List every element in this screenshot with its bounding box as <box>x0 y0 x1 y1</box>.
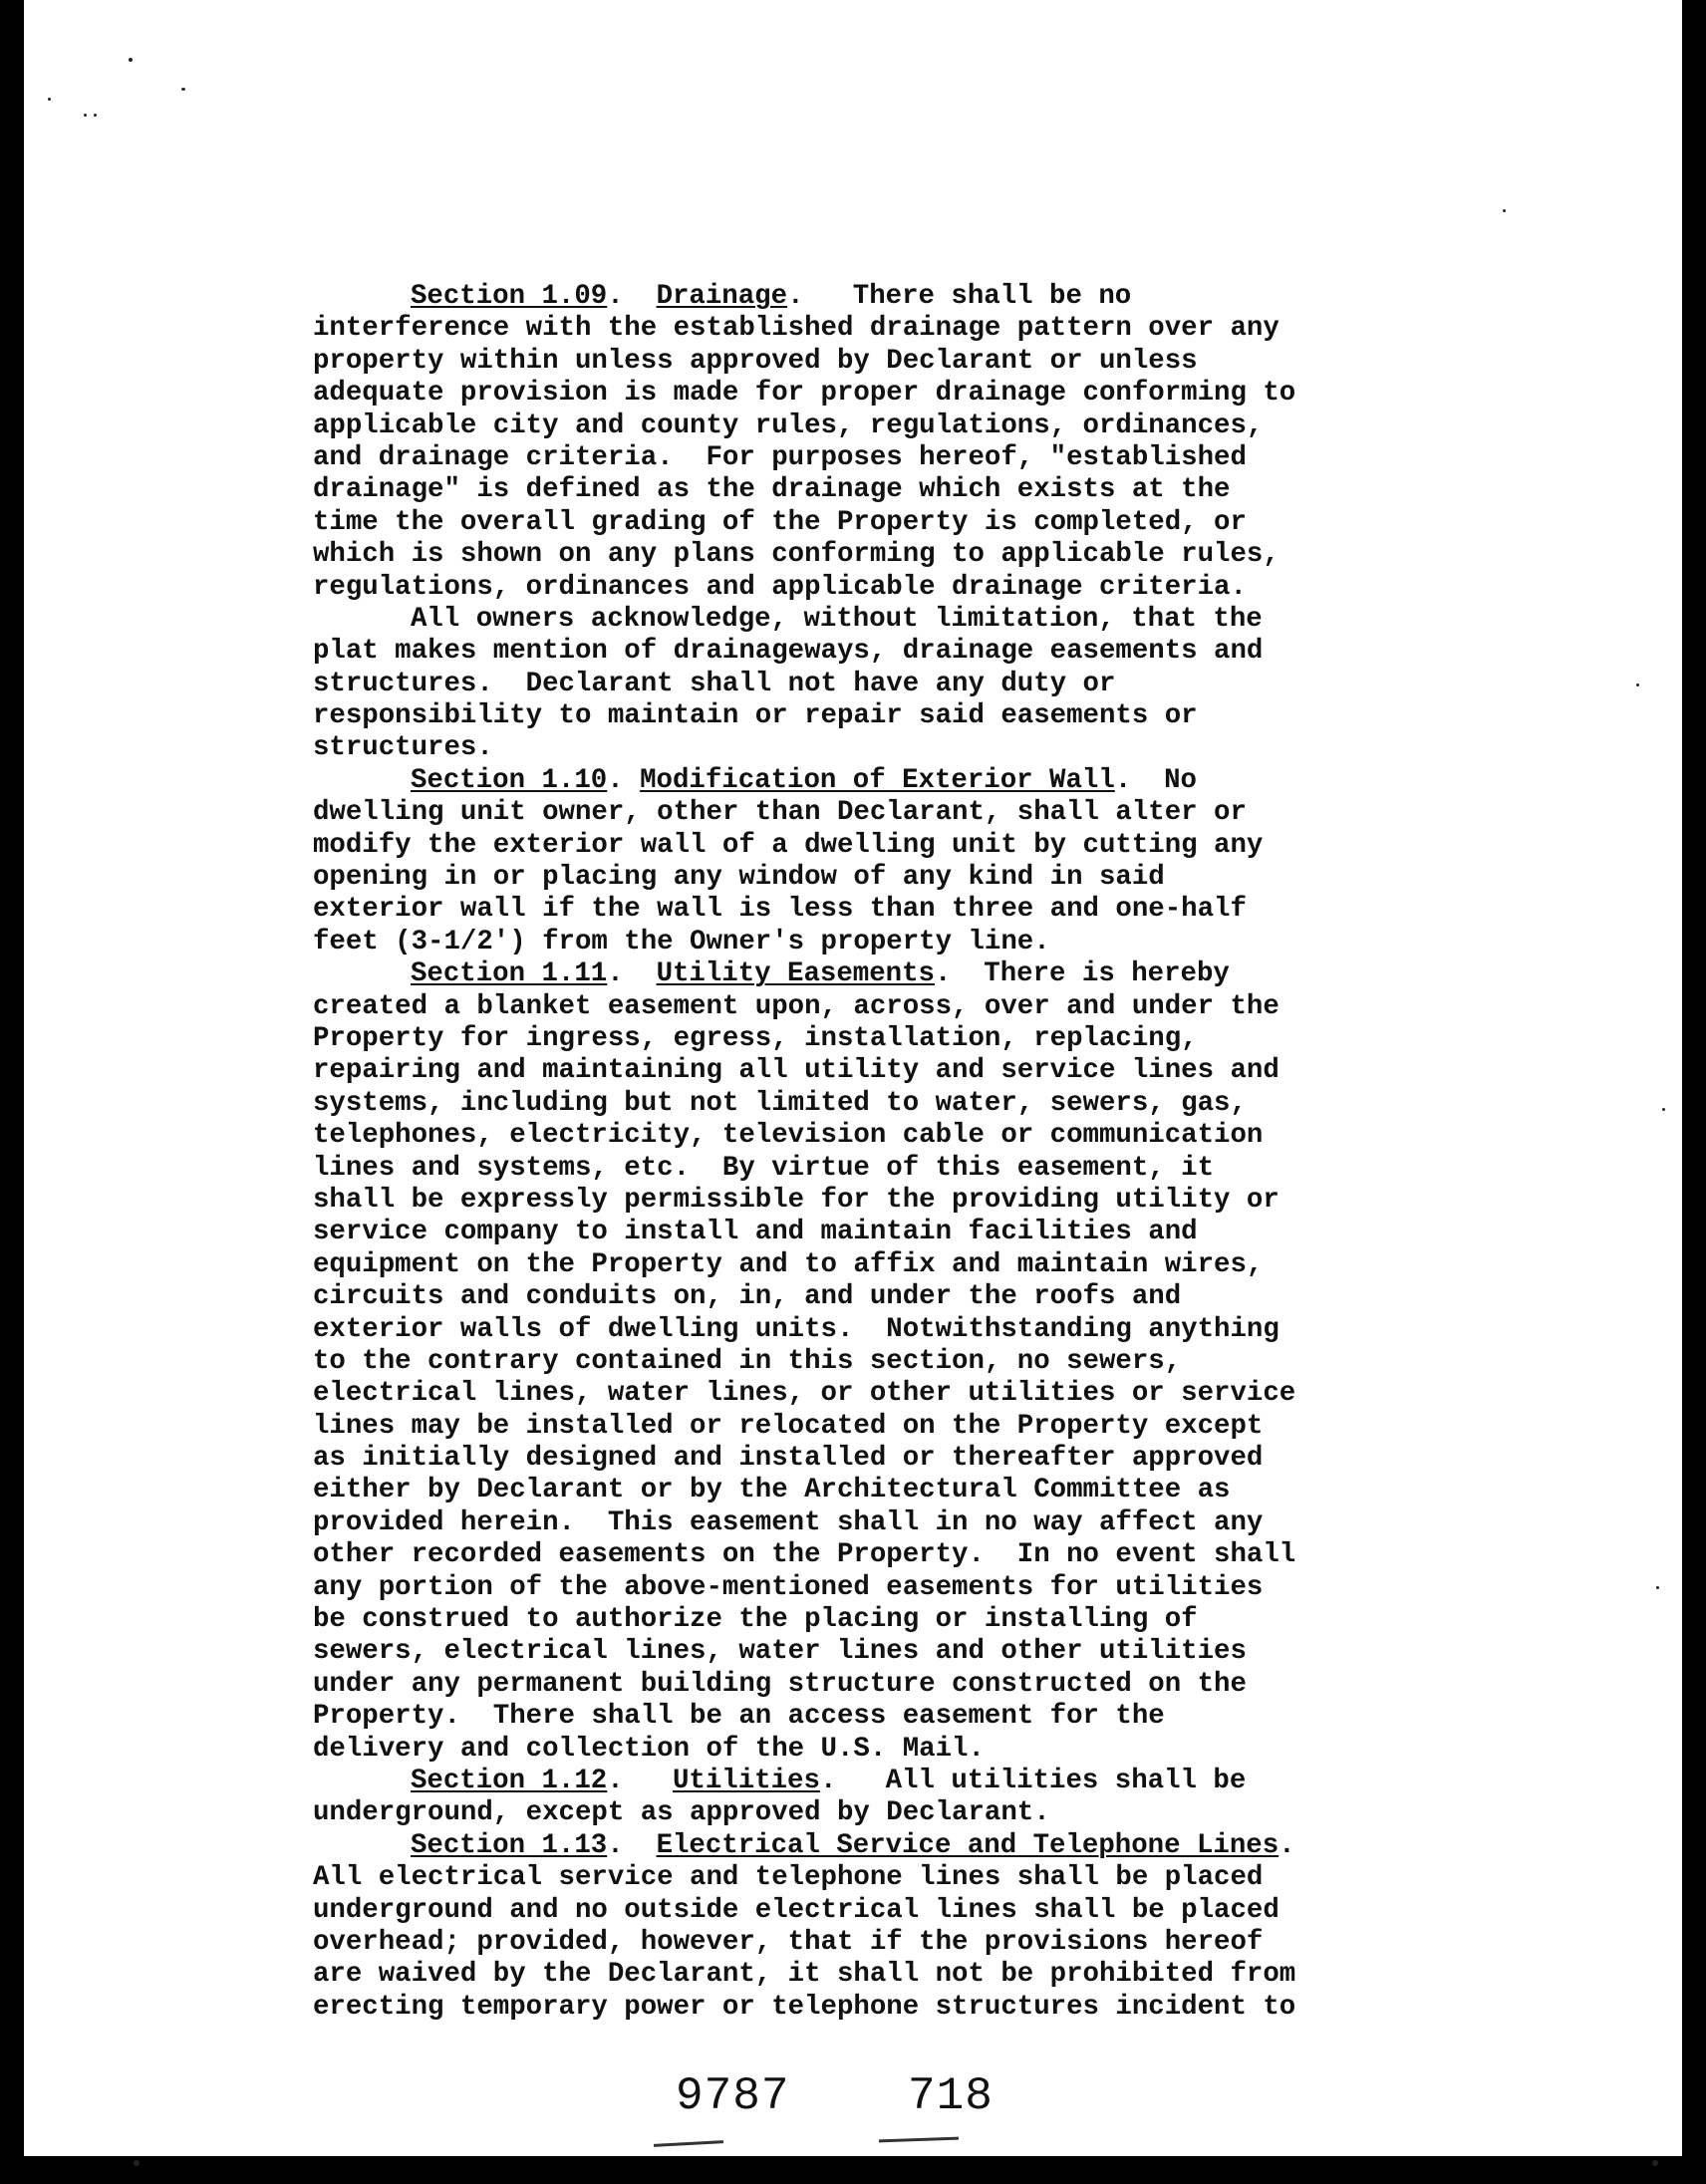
scan-speck <box>1636 683 1639 686</box>
text-run: delivery and collection of the U.S. Mail. <box>313 1733 985 1765</box>
text-run: property within unless approved by Declarant or unless <box>313 345 1198 377</box>
text-line <box>313 1088 1549 1120</box>
text-line <box>313 572 1549 604</box>
scan-speck <box>181 88 185 91</box>
text-line <box>313 636 1549 668</box>
text-line <box>313 474 1549 506</box>
text-run: created a blanket easement upon, across, over and under the <box>313 990 1280 1022</box>
text-line <box>313 1701 1549 1733</box>
text-line <box>313 1055 1549 1087</box>
scan-speck <box>1503 209 1506 212</box>
text-run: service company to install and maintain facilities and <box>313 1217 1198 1248</box>
text-run: . <box>607 281 657 312</box>
text-line <box>313 1572 1549 1604</box>
underlined-heading: Drainage <box>656 281 788 312</box>
text-line <box>313 927 1549 958</box>
pen-mark <box>654 2140 723 2147</box>
text-line <box>313 1636 1549 1668</box>
scan-speck <box>84 114 87 117</box>
text-line <box>313 700 1549 732</box>
text-run: repairing and maintaining all utility and service lines and <box>313 1055 1280 1087</box>
underlined-heading: Utilities <box>673 1765 820 1796</box>
text-line <box>313 1023 1549 1055</box>
text-line <box>313 1411 1549 1443</box>
text-line <box>313 1378 1549 1410</box>
text-run: Property for ingress, egress, installation, replacing, <box>313 1022 1198 1054</box>
text-run: feet (3-1/2') from the Owner's property line. <box>313 926 1050 957</box>
scan-speck <box>48 98 51 101</box>
text-run: circuits and conduits on, in, and under the roofs and <box>313 1281 1182 1313</box>
text-run: provided herein. This easement shall in no way affect any <box>313 1506 1264 1538</box>
text-run: . There is hereby <box>935 958 1230 990</box>
scan-speck <box>94 114 97 117</box>
text-line <box>313 507 1549 539</box>
text-line <box>313 1153 1549 1185</box>
text-line <box>313 797 1549 829</box>
text-line <box>313 1217 1549 1248</box>
text-run: equipment on the Property and to affix and maintain wires, <box>313 1248 1264 1280</box>
text-run: either by Declarant or by the Architectural Committee as <box>313 1475 1231 1506</box>
text-line <box>313 1895 1549 1927</box>
text-run: electrical lines, water lines, or other utilities or service <box>313 1378 1296 1410</box>
text-run: any portion of the above-mentioned easements for utilities <box>313 1571 1264 1603</box>
text-run: are waived by the Declarant, it shall not be prohibited from <box>313 1959 1296 1991</box>
text-run: telephones, electricity, television cable or communication <box>313 1120 1264 1152</box>
text-run: . <box>607 1829 657 1861</box>
text-run: adequate provision is made for proper drainage conforming to <box>313 378 1296 410</box>
text-run: time the overall grading of the Property is completed, or <box>313 506 1247 538</box>
text-run: interference with the established drainage pattern over any <box>313 313 1280 345</box>
text-line <box>313 346 1549 378</box>
text-line <box>313 1992 1549 2024</box>
text-run: under any permanent building structure constructed on the <box>313 1668 1247 1700</box>
text-line <box>313 1281 1549 1313</box>
underlined-heading: Section 1.11 <box>411 958 608 990</box>
underlined-heading: Electrical Service and Telephone Lines <box>656 1829 1280 1861</box>
underlined-heading: Utility Easements <box>656 958 935 990</box>
text-run: sewers, electrical lines, water lines and other utilities <box>313 1636 1247 1668</box>
text-line <box>313 1507 1549 1539</box>
text-line <box>313 1120 1549 1152</box>
text-line <box>313 1734 1549 1766</box>
text-run: All owners acknowledge, without limitation, that the <box>411 603 1263 635</box>
underlined-heading: Modification of Exterior Wall <box>640 764 1115 796</box>
page-number-left: 9787 <box>676 2070 790 2122</box>
underlined-heading: Section 1.10 <box>411 764 608 796</box>
scan-speck <box>1662 1108 1665 1111</box>
text-run: plat makes mention of drainageways, drainage easements and <box>313 636 1264 668</box>
text-line <box>313 1669 1549 1701</box>
text-line <box>313 1830 1549 1862</box>
text-run: to the contrary contained in this section, no sewers, <box>313 1345 1182 1377</box>
text-run: and drainage criteria. For purposes hereof, "established <box>313 441 1247 473</box>
scan-speck <box>1652 2160 1658 2166</box>
text-line <box>313 1604 1549 1636</box>
text-line <box>313 539 1549 571</box>
text-run: systems, including but not limited to water, sewers, gas, <box>313 1087 1247 1119</box>
text-line <box>313 830 1549 862</box>
text-run: . There shall be no <box>787 281 1132 312</box>
scan-speck <box>1656 1586 1659 1589</box>
text-run: exterior walls of dwelling units. Notwithstanding anything <box>313 1313 1280 1345</box>
text-run: drainage" is defined as the drainage which exists at the <box>313 474 1231 506</box>
text-run: . <box>607 764 641 796</box>
text-line <box>313 1797 1549 1829</box>
page-number-right: 718 <box>908 2070 994 2122</box>
scan-speck <box>134 2160 140 2166</box>
text-run: lines may be installed or relocated on the Property except <box>313 1410 1264 1442</box>
text-run: opening in or placing any window of any kind in said <box>313 862 1165 894</box>
underlined-heading: Section 1.12 <box>411 1765 608 1796</box>
text-line <box>313 378 1549 410</box>
text-run: erecting temporary power or telephone structures incident to <box>313 1991 1296 2023</box>
text-line <box>313 1862 1549 1894</box>
text-run: . No <box>1114 764 1197 796</box>
text-run: structures. Declarant shall not have any duty or <box>313 668 1116 699</box>
text-run: responsibility to maintain or repair said easements or <box>313 700 1198 732</box>
text-run: . <box>607 958 657 990</box>
text-line <box>313 1346 1549 1378</box>
text-run: which is shown on any plans conforming to applicable rules, <box>313 539 1280 571</box>
text-line <box>313 1314 1549 1346</box>
document-body <box>313 281 1549 2024</box>
text-run: dwelling unit owner, other than Declarant, shall alter or <box>313 797 1247 829</box>
text-line <box>313 1959 1549 1991</box>
text-run: overhead; provided, however, that if the provisions hereof <box>313 1926 1264 1958</box>
text-line <box>313 1475 1549 1506</box>
text-line <box>313 281 1549 313</box>
text-line <box>313 410 1549 442</box>
text-line <box>313 991 1549 1023</box>
scan-speck <box>129 58 133 62</box>
text-run: exterior wall if the wall is less than three and one-half <box>313 894 1247 926</box>
text-run: modify the exterior wall of a dwelling unit by cutting any <box>313 829 1264 861</box>
text-line <box>313 1539 1549 1571</box>
text-line <box>313 604 1549 636</box>
text-run: lines and systems, etc. By virtue of this easement, it <box>313 1152 1215 1184</box>
text-run: underground, except as approved by Declarant. <box>313 1797 1050 1829</box>
text-run: shall be expressly permissible for the providing utility or <box>313 1184 1280 1216</box>
text-line <box>313 1249 1549 1281</box>
text-line <box>313 1185 1549 1217</box>
document-page <box>24 0 1682 2156</box>
text-line <box>313 442 1549 474</box>
text-line <box>313 765 1549 797</box>
text-run: . All utilities shall be <box>819 1765 1247 1796</box>
text-run: Property. There shall be an access easement for the <box>313 1701 1165 1733</box>
text-run: be construed to authorize the placing or installing of <box>313 1604 1198 1636</box>
text-line <box>313 894 1549 926</box>
text-run: regulations, ordinances and applicable drainage criteria. <box>313 571 1247 603</box>
text-run: other recorded easements on the Property. In no event shall <box>313 1539 1296 1571</box>
text-run: . <box>607 1765 673 1796</box>
text-line <box>313 958 1549 990</box>
text-line <box>313 1927 1549 1959</box>
text-line <box>313 669 1549 700</box>
text-run: applicable city and county rules, regulations, ordinances, <box>313 410 1264 441</box>
text-run: underground and no outside electrical lines shall be placed <box>313 1894 1280 1926</box>
pen-mark <box>879 2137 959 2143</box>
text-run: . <box>1279 1829 1295 1861</box>
text-run: structures. <box>313 732 493 764</box>
underlined-heading: Section 1.13 <box>411 1829 608 1861</box>
text-line <box>313 862 1549 894</box>
text-line <box>313 1766 1549 1797</box>
text-run: All electrical service and telephone lines shall be placed <box>313 1862 1264 1894</box>
text-line <box>313 732 1549 764</box>
underlined-heading: Section 1.09 <box>411 281 608 312</box>
text-run: as initially designed and installed or thereafter approved <box>313 1443 1264 1475</box>
text-line <box>313 313 1549 345</box>
text-line <box>313 1443 1549 1475</box>
